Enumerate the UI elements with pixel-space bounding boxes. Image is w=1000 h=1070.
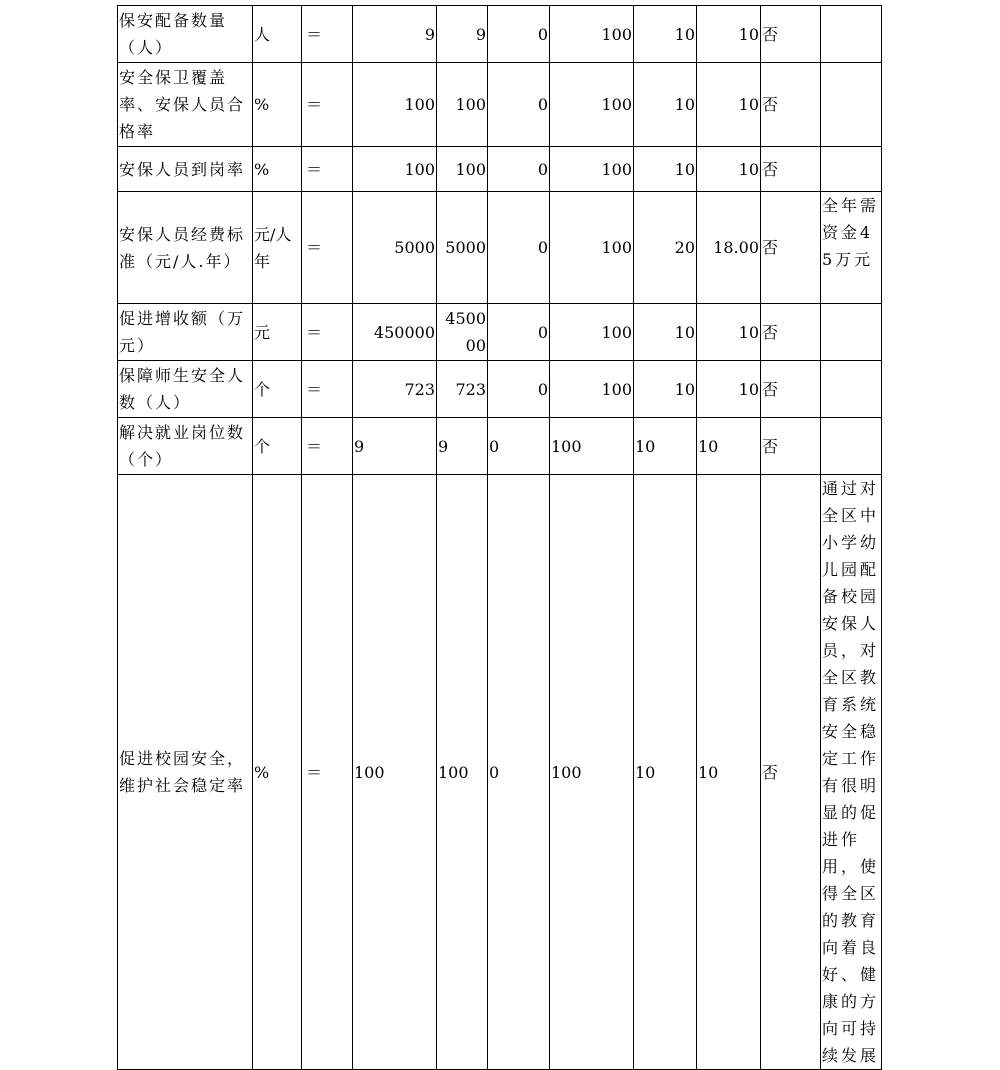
symbol-cell: ＝ bbox=[302, 418, 353, 475]
adjusted-cell: 否 bbox=[761, 475, 821, 1070]
score-cell: 10 bbox=[697, 418, 761, 475]
deviation-cell: 0 bbox=[488, 418, 550, 475]
weight-cell: 10 bbox=[634, 6, 697, 63]
remark-cell bbox=[821, 418, 882, 475]
score-cell: 10 bbox=[697, 6, 761, 63]
target-cell: 723 bbox=[353, 361, 437, 418]
rate-cell: 100 bbox=[550, 304, 634, 361]
indicator-cell: 促进校园安全，维护社会稳定率 bbox=[118, 475, 253, 1070]
symbol-cell: ＝ bbox=[302, 361, 353, 418]
target-cell: 100 bbox=[353, 475, 437, 1070]
indicator-cell: 促进增收额（万元） bbox=[118, 304, 253, 361]
adjusted-cell: 否 bbox=[761, 147, 821, 192]
actual-cell: 100 bbox=[437, 147, 488, 192]
unit-cell: % bbox=[253, 63, 302, 147]
score-cell: 10 bbox=[697, 361, 761, 418]
indicator-cell: 保安配备数量（人） bbox=[118, 6, 253, 63]
symbol-cell: ＝ bbox=[302, 304, 353, 361]
remark-cell bbox=[821, 304, 882, 361]
remark-cell: 全年需资金45万元 bbox=[821, 192, 882, 304]
indicator-cell: 安全保卫覆盖率、安保人员合格率 bbox=[118, 63, 253, 147]
score-cell: 10 bbox=[697, 63, 761, 147]
table-row bbox=[118, 6, 882, 63]
target-cell: 100 bbox=[353, 147, 437, 192]
rate-cell: 100 bbox=[550, 6, 634, 63]
performance-table bbox=[117, 5, 882, 1070]
target-cell: 9 bbox=[353, 418, 437, 475]
actual-cell: 9 bbox=[437, 6, 488, 63]
adjusted-cell: 否 bbox=[761, 418, 821, 475]
adjusted-cell: 否 bbox=[761, 6, 821, 63]
table-row bbox=[118, 192, 882, 304]
target-cell: 450000 bbox=[353, 304, 437, 361]
rate-cell: 100 bbox=[550, 147, 634, 192]
remark-cell bbox=[821, 63, 882, 147]
unit-cell: % bbox=[253, 147, 302, 192]
deviation-cell: 0 bbox=[488, 192, 550, 304]
actual-cell: 100 bbox=[437, 475, 488, 1070]
actual-cell: 450000 bbox=[437, 304, 488, 361]
unit-cell: 元/人年 bbox=[253, 192, 302, 304]
unit-cell: 人 bbox=[253, 6, 302, 63]
symbol-cell: ＝ bbox=[302, 147, 353, 192]
table-row bbox=[118, 63, 882, 147]
symbol-cell: ＝ bbox=[302, 475, 353, 1070]
remark-cell bbox=[821, 361, 882, 418]
rate-cell: 100 bbox=[550, 192, 634, 304]
deviation-cell: 0 bbox=[488, 6, 550, 63]
unit-cell: % bbox=[253, 475, 302, 1070]
adjusted-cell: 否 bbox=[761, 63, 821, 147]
score-cell: 10 bbox=[697, 147, 761, 192]
target-cell: 9 bbox=[353, 6, 437, 63]
weight-cell: 10 bbox=[634, 304, 697, 361]
rate-cell: 100 bbox=[550, 418, 634, 475]
table-row bbox=[118, 361, 882, 418]
score-cell: 10 bbox=[697, 304, 761, 361]
rate-cell: 100 bbox=[550, 63, 634, 147]
indicator-cell: 安保人员经费标准（元/人.年） bbox=[118, 192, 253, 304]
score-cell: 18.00 bbox=[697, 192, 761, 304]
symbol-cell: ＝ bbox=[302, 192, 353, 304]
table-row bbox=[118, 304, 882, 361]
deviation-cell: 0 bbox=[488, 304, 550, 361]
weight-cell: 10 bbox=[634, 63, 697, 147]
weight-cell: 20 bbox=[634, 192, 697, 304]
table-row bbox=[118, 475, 882, 1070]
remark-cell bbox=[821, 6, 882, 63]
target-cell: 5000 bbox=[353, 192, 437, 304]
deviation-cell: 0 bbox=[488, 361, 550, 418]
table-row bbox=[118, 147, 882, 192]
rate-cell: 100 bbox=[550, 361, 634, 418]
weight-cell: 10 bbox=[634, 475, 697, 1070]
table-row bbox=[118, 418, 882, 475]
weight-cell: 10 bbox=[634, 147, 697, 192]
score-cell: 10 bbox=[697, 475, 761, 1070]
weight-cell: 10 bbox=[634, 418, 697, 475]
indicator-cell: 安保人员到岗率 bbox=[118, 147, 253, 192]
deviation-cell: 0 bbox=[488, 475, 550, 1070]
target-cell: 100 bbox=[353, 63, 437, 147]
symbol-cell: ＝ bbox=[302, 63, 353, 147]
indicator-cell: 解决就业岗位数（个） bbox=[118, 418, 253, 475]
actual-cell: 9 bbox=[437, 418, 488, 475]
weight-cell: 10 bbox=[634, 361, 697, 418]
remark-cell: 通过对全区中小学幼儿园配备校园安保人员，对全区教育系统安全稳定工作有很明显的促进作用，使得全区的教育向着良好、健康的方向可持续发展 bbox=[821, 475, 882, 1070]
actual-cell: 100 bbox=[437, 63, 488, 147]
deviation-cell: 0 bbox=[488, 63, 550, 147]
actual-cell: 723 bbox=[437, 361, 488, 418]
rate-cell: 100 bbox=[550, 475, 634, 1070]
unit-cell: 元 bbox=[253, 304, 302, 361]
indicator-cell: 保障师生安全人数（人） bbox=[118, 361, 253, 418]
adjusted-cell: 否 bbox=[761, 304, 821, 361]
adjusted-cell: 否 bbox=[761, 192, 821, 304]
adjusted-cell: 否 bbox=[761, 361, 821, 418]
unit-cell: 个 bbox=[253, 361, 302, 418]
unit-cell: 个 bbox=[253, 418, 302, 475]
deviation-cell: 0 bbox=[488, 147, 550, 192]
remark-cell bbox=[821, 147, 882, 192]
actual-cell: 5000 bbox=[437, 192, 488, 304]
symbol-cell: ＝ bbox=[302, 6, 353, 63]
